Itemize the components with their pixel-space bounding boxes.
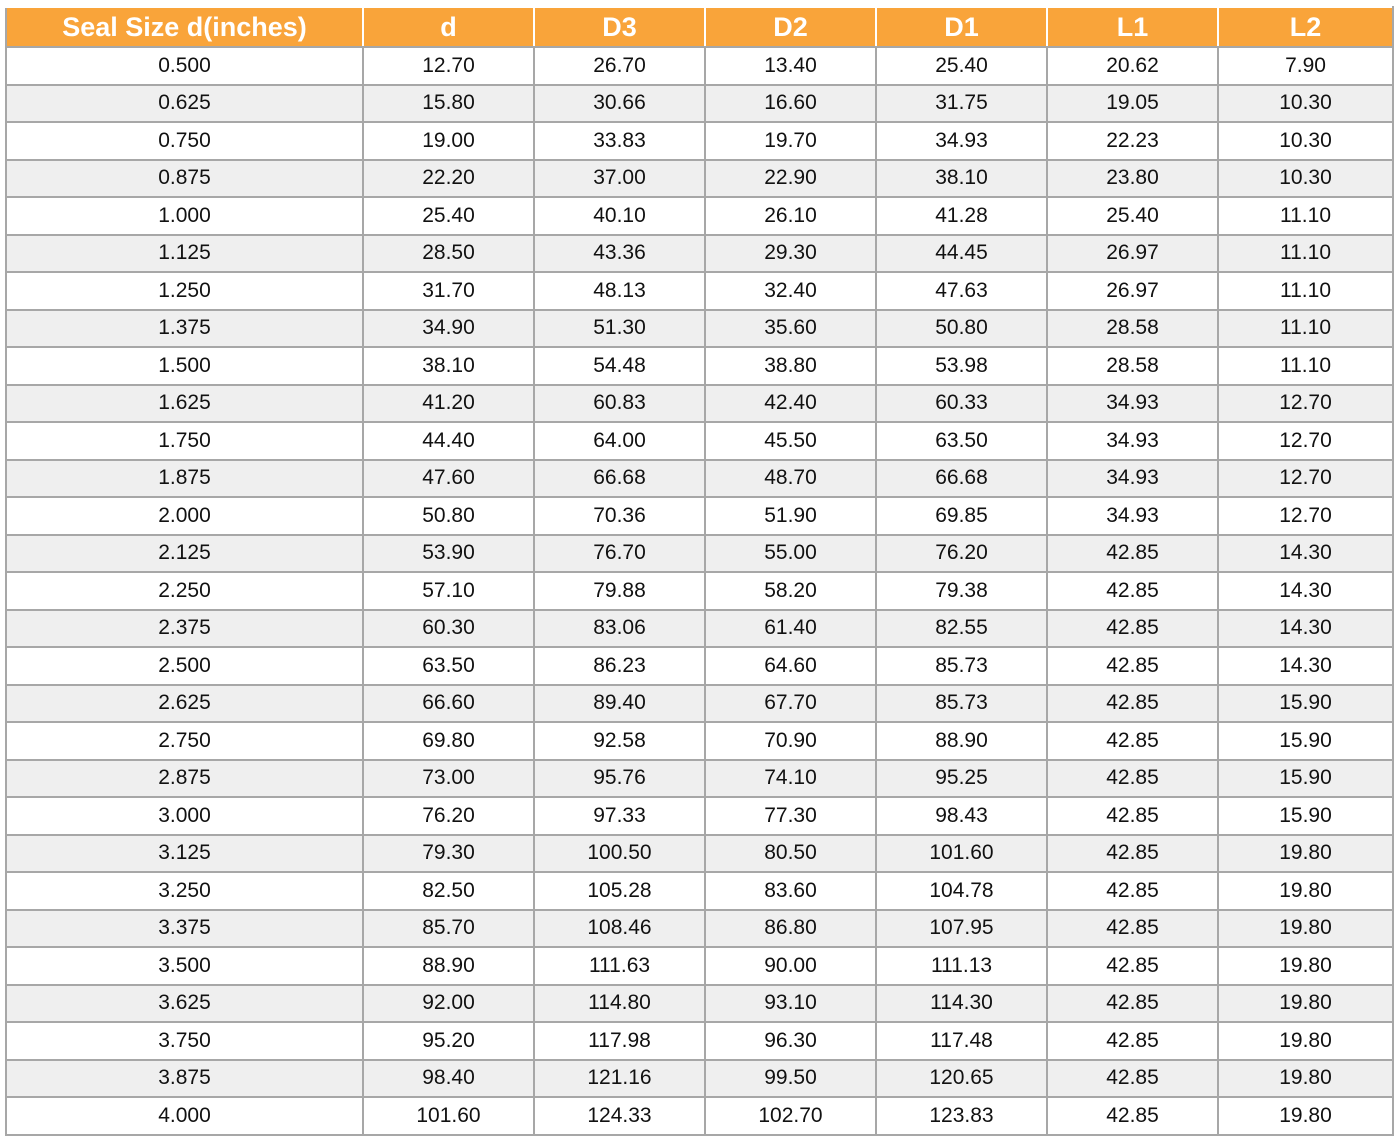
cell-d1: 31.75 [876, 85, 1047, 123]
cell-l2: 12.70 [1218, 422, 1393, 460]
cell-l2: 11.10 [1218, 197, 1393, 235]
cell-l2: 19.80 [1218, 1060, 1393, 1098]
cell-seal-size: 2.875 [6, 760, 363, 798]
cell-d3: 89.40 [534, 685, 705, 723]
cell-seal-size: 1.750 [6, 422, 363, 460]
cell-l1: 42.85 [1047, 535, 1218, 573]
cell-l2: 14.30 [1218, 572, 1393, 610]
cell-d2: 70.90 [705, 722, 876, 760]
cell-seal-size: 2.500 [6, 647, 363, 685]
cell-l1: 34.93 [1047, 460, 1218, 498]
cell-d1: 63.50 [876, 422, 1047, 460]
cell-d3: 40.10 [534, 197, 705, 235]
cell-d3: 100.50 [534, 835, 705, 873]
cell-l2: 12.70 [1218, 385, 1393, 423]
cell-d3: 48.13 [534, 272, 705, 310]
cell-d3: 30.66 [534, 85, 705, 123]
cell-d1: 34.93 [876, 122, 1047, 160]
table-row [6, 460, 1393, 498]
cell-l1: 42.85 [1047, 797, 1218, 835]
cell-l1: 25.40 [1047, 197, 1218, 235]
table-row [6, 722, 1393, 760]
cell-d: 12.70 [363, 47, 534, 85]
cell-d: 82.50 [363, 872, 534, 910]
cell-seal-size: 3.500 [6, 947, 363, 985]
table-row [6, 572, 1393, 610]
cell-d2: 32.40 [705, 272, 876, 310]
cell-seal-size: 0.750 [6, 122, 363, 160]
cell-seal-size: 1.625 [6, 385, 363, 423]
cell-l1: 42.85 [1047, 872, 1218, 910]
cell-d: 15.80 [363, 85, 534, 123]
cell-d2: 13.40 [705, 47, 876, 85]
cell-seal-size: 1.125 [6, 235, 363, 273]
cell-d2: 55.00 [705, 535, 876, 573]
cell-l2: 7.90 [1218, 47, 1393, 85]
header-d3: D3 [534, 7, 705, 47]
table-row [6, 647, 1393, 685]
cell-d3: 114.80 [534, 985, 705, 1023]
cell-d3: 105.28 [534, 872, 705, 910]
cell-d3: 43.36 [534, 235, 705, 273]
cell-seal-size: 1.500 [6, 347, 363, 385]
cell-l1: 42.85 [1047, 947, 1218, 985]
table-row [6, 422, 1393, 460]
cell-seal-size: 3.750 [6, 1022, 363, 1060]
cell-d3: 117.98 [534, 1022, 705, 1060]
cell-l1: 42.85 [1047, 910, 1218, 948]
cell-l2: 15.90 [1218, 722, 1393, 760]
cell-l1: 42.85 [1047, 572, 1218, 610]
cell-d1: 66.68 [876, 460, 1047, 498]
header-d1: D1 [876, 7, 1047, 47]
table-row [6, 985, 1393, 1023]
cell-d: 50.80 [363, 497, 534, 535]
cell-l1: 34.93 [1047, 497, 1218, 535]
cell-l2: 15.90 [1218, 760, 1393, 798]
cell-l1: 42.85 [1047, 760, 1218, 798]
cell-l2: 10.30 [1218, 85, 1393, 123]
cell-d1: 69.85 [876, 497, 1047, 535]
cell-d: 63.50 [363, 647, 534, 685]
cell-l2: 11.10 [1218, 310, 1393, 348]
header-l2: L2 [1218, 7, 1393, 47]
cell-d3: 64.00 [534, 422, 705, 460]
cell-d3: 124.33 [534, 1097, 705, 1135]
seal-size-table [5, 6, 1394, 1136]
cell-d1: 120.65 [876, 1060, 1047, 1098]
cell-d3: 97.33 [534, 797, 705, 835]
cell-seal-size: 2.375 [6, 610, 363, 648]
cell-d1: 117.48 [876, 1022, 1047, 1060]
cell-d3: 51.30 [534, 310, 705, 348]
cell-d2: 77.30 [705, 797, 876, 835]
cell-d2: 99.50 [705, 1060, 876, 1098]
cell-d2: 80.50 [705, 835, 876, 873]
cell-seal-size: 0.500 [6, 47, 363, 85]
cell-d1: 44.45 [876, 235, 1047, 273]
cell-d1: 111.13 [876, 947, 1047, 985]
cell-d: 92.00 [363, 985, 534, 1023]
cell-d: 57.10 [363, 572, 534, 610]
table-row [6, 85, 1393, 123]
table-row [6, 610, 1393, 648]
cell-d: 69.80 [363, 722, 534, 760]
cell-l2: 19.80 [1218, 947, 1393, 985]
cell-d2: 48.70 [705, 460, 876, 498]
header-seal-size: Seal Size d(inches) [6, 7, 363, 47]
table-row [6, 347, 1393, 385]
cell-l2: 10.30 [1218, 160, 1393, 198]
header-l1: L1 [1047, 7, 1218, 47]
cell-d3: 83.06 [534, 610, 705, 648]
cell-d: 73.00 [363, 760, 534, 798]
table-row [6, 797, 1393, 835]
cell-l1: 42.85 [1047, 610, 1218, 648]
cell-l2: 11.10 [1218, 272, 1393, 310]
cell-d1: 95.25 [876, 760, 1047, 798]
cell-d3: 54.48 [534, 347, 705, 385]
cell-seal-size: 3.125 [6, 835, 363, 873]
cell-d1: 50.80 [876, 310, 1047, 348]
cell-d: 22.20 [363, 160, 534, 198]
cell-d: 66.60 [363, 685, 534, 723]
cell-l1: 19.05 [1047, 85, 1218, 123]
cell-d2: 102.70 [705, 1097, 876, 1135]
cell-d2: 26.10 [705, 197, 876, 235]
cell-l1: 23.80 [1047, 160, 1218, 198]
cell-d1: 79.38 [876, 572, 1047, 610]
cell-l1: 42.85 [1047, 685, 1218, 723]
cell-l2: 11.10 [1218, 347, 1393, 385]
cell-l1: 22.23 [1047, 122, 1218, 160]
cell-d3: 66.68 [534, 460, 705, 498]
cell-l1: 28.58 [1047, 310, 1218, 348]
cell-d: 53.90 [363, 535, 534, 573]
cell-seal-size: 2.125 [6, 535, 363, 573]
table-row [6, 910, 1393, 948]
cell-d1: 98.43 [876, 797, 1047, 835]
table-row [6, 47, 1393, 85]
cell-l1: 42.85 [1047, 722, 1218, 760]
cell-seal-size: 3.875 [6, 1060, 363, 1098]
cell-l2: 14.30 [1218, 535, 1393, 573]
cell-d2: 45.50 [705, 422, 876, 460]
cell-seal-size: 3.625 [6, 985, 363, 1023]
cell-seal-size: 1.375 [6, 310, 363, 348]
header-d2: D2 [705, 7, 876, 47]
cell-d2: 38.80 [705, 347, 876, 385]
cell-d1: 101.60 [876, 835, 1047, 873]
cell-d: 98.40 [363, 1060, 534, 1098]
cell-seal-size: 1.250 [6, 272, 363, 310]
cell-d3: 121.16 [534, 1060, 705, 1098]
cell-d: 34.90 [363, 310, 534, 348]
cell-d3: 111.63 [534, 947, 705, 985]
cell-l2: 19.80 [1218, 872, 1393, 910]
cell-l1: 42.85 [1047, 835, 1218, 873]
cell-d2: 22.90 [705, 160, 876, 198]
cell-d3: 86.23 [534, 647, 705, 685]
table-row [6, 535, 1393, 573]
cell-d: 79.30 [363, 835, 534, 873]
table-header [6, 7, 1393, 47]
cell-d2: 67.70 [705, 685, 876, 723]
table-row [6, 122, 1393, 160]
cell-d: 47.60 [363, 460, 534, 498]
cell-seal-size: 2.000 [6, 497, 363, 535]
cell-l1: 42.85 [1047, 1060, 1218, 1098]
cell-d1: 123.83 [876, 1097, 1047, 1135]
cell-d: 88.90 [363, 947, 534, 985]
cell-l2: 19.80 [1218, 1097, 1393, 1135]
cell-l2: 14.30 [1218, 610, 1393, 648]
cell-d: 31.70 [363, 272, 534, 310]
seal-size-table-container [5, 6, 1392, 1136]
header-row [6, 7, 1393, 47]
cell-d: 28.50 [363, 235, 534, 273]
cell-seal-size: 1.875 [6, 460, 363, 498]
cell-l2: 15.90 [1218, 685, 1393, 723]
cell-d3: 60.83 [534, 385, 705, 423]
table-row [6, 272, 1393, 310]
cell-d1: 82.55 [876, 610, 1047, 648]
cell-d3: 79.88 [534, 572, 705, 610]
cell-l2: 10.30 [1218, 122, 1393, 160]
cell-d: 38.10 [363, 347, 534, 385]
table-row [6, 1022, 1393, 1060]
table-row [6, 872, 1393, 910]
cell-d: 76.20 [363, 797, 534, 835]
cell-d: 85.70 [363, 910, 534, 948]
cell-d2: 74.10 [705, 760, 876, 798]
cell-d1: 38.10 [876, 160, 1047, 198]
cell-l1: 42.85 [1047, 985, 1218, 1023]
cell-d2: 16.60 [705, 85, 876, 123]
cell-l2: 19.80 [1218, 985, 1393, 1023]
cell-seal-size: 2.625 [6, 685, 363, 723]
cell-seal-size: 3.375 [6, 910, 363, 948]
cell-d2: 42.40 [705, 385, 876, 423]
cell-l2: 19.80 [1218, 910, 1393, 948]
cell-seal-size: 2.250 [6, 572, 363, 610]
cell-seal-size: 1.000 [6, 197, 363, 235]
cell-seal-size: 4.000 [6, 1097, 363, 1135]
cell-d3: 70.36 [534, 497, 705, 535]
cell-l1: 42.85 [1047, 647, 1218, 685]
cell-d1: 76.20 [876, 535, 1047, 573]
cell-d3: 26.70 [534, 47, 705, 85]
cell-l1: 26.97 [1047, 272, 1218, 310]
cell-l2: 15.90 [1218, 797, 1393, 835]
cell-d3: 37.00 [534, 160, 705, 198]
cell-l2: 12.70 [1218, 460, 1393, 498]
cell-seal-size: 0.875 [6, 160, 363, 198]
cell-d2: 90.00 [705, 947, 876, 985]
table-body [6, 47, 1393, 1135]
cell-l2: 14.30 [1218, 647, 1393, 685]
cell-seal-size: 3.250 [6, 872, 363, 910]
cell-d1: 104.78 [876, 872, 1047, 910]
cell-d2: 93.10 [705, 985, 876, 1023]
cell-l2: 19.80 [1218, 835, 1393, 873]
cell-d3: 108.46 [534, 910, 705, 948]
table-row [6, 497, 1393, 535]
cell-l1: 34.93 [1047, 385, 1218, 423]
cell-d1: 41.28 [876, 197, 1047, 235]
cell-l1: 34.93 [1047, 422, 1218, 460]
cell-d3: 95.76 [534, 760, 705, 798]
cell-d2: 19.70 [705, 122, 876, 160]
table-row [6, 760, 1393, 798]
cell-d: 60.30 [363, 610, 534, 648]
cell-l2: 12.70 [1218, 497, 1393, 535]
table-row [6, 835, 1393, 873]
cell-d1: 53.98 [876, 347, 1047, 385]
cell-seal-size: 0.625 [6, 85, 363, 123]
cell-d2: 58.20 [705, 572, 876, 610]
table-row [6, 197, 1393, 235]
cell-d2: 51.90 [705, 497, 876, 535]
cell-d1: 88.90 [876, 722, 1047, 760]
cell-d: 101.60 [363, 1097, 534, 1135]
table-row [6, 947, 1393, 985]
table-row [6, 160, 1393, 198]
cell-d1: 47.63 [876, 272, 1047, 310]
cell-d2: 96.30 [705, 1022, 876, 1060]
cell-d2: 86.80 [705, 910, 876, 948]
cell-seal-size: 3.000 [6, 797, 363, 835]
cell-l1: 42.85 [1047, 1022, 1218, 1060]
cell-seal-size: 2.750 [6, 722, 363, 760]
cell-d2: 35.60 [705, 310, 876, 348]
table-row [6, 310, 1393, 348]
cell-l1: 42.85 [1047, 1097, 1218, 1135]
cell-d3: 76.70 [534, 535, 705, 573]
cell-d1: 25.40 [876, 47, 1047, 85]
cell-l1: 28.58 [1047, 347, 1218, 385]
table-row [6, 235, 1393, 273]
cell-d3: 33.83 [534, 122, 705, 160]
cell-d: 41.20 [363, 385, 534, 423]
cell-d1: 60.33 [876, 385, 1047, 423]
cell-d1: 114.30 [876, 985, 1047, 1023]
table-row [6, 385, 1393, 423]
table-row [6, 685, 1393, 723]
cell-d: 25.40 [363, 197, 534, 235]
cell-d: 95.20 [363, 1022, 534, 1060]
cell-d2: 64.60 [705, 647, 876, 685]
cell-d2: 83.60 [705, 872, 876, 910]
cell-l2: 11.10 [1218, 235, 1393, 273]
cell-d1: 85.73 [876, 647, 1047, 685]
cell-d2: 29.30 [705, 235, 876, 273]
cell-d2: 61.40 [705, 610, 876, 648]
cell-d: 19.00 [363, 122, 534, 160]
cell-d: 44.40 [363, 422, 534, 460]
table-row [6, 1097, 1393, 1135]
cell-d1: 107.95 [876, 910, 1047, 948]
cell-d3: 92.58 [534, 722, 705, 760]
table-row [6, 1060, 1393, 1098]
header-d: d [363, 7, 534, 47]
cell-l1: 20.62 [1047, 47, 1218, 85]
cell-l2: 19.80 [1218, 1022, 1393, 1060]
cell-d1: 85.73 [876, 685, 1047, 723]
cell-l1: 26.97 [1047, 235, 1218, 273]
